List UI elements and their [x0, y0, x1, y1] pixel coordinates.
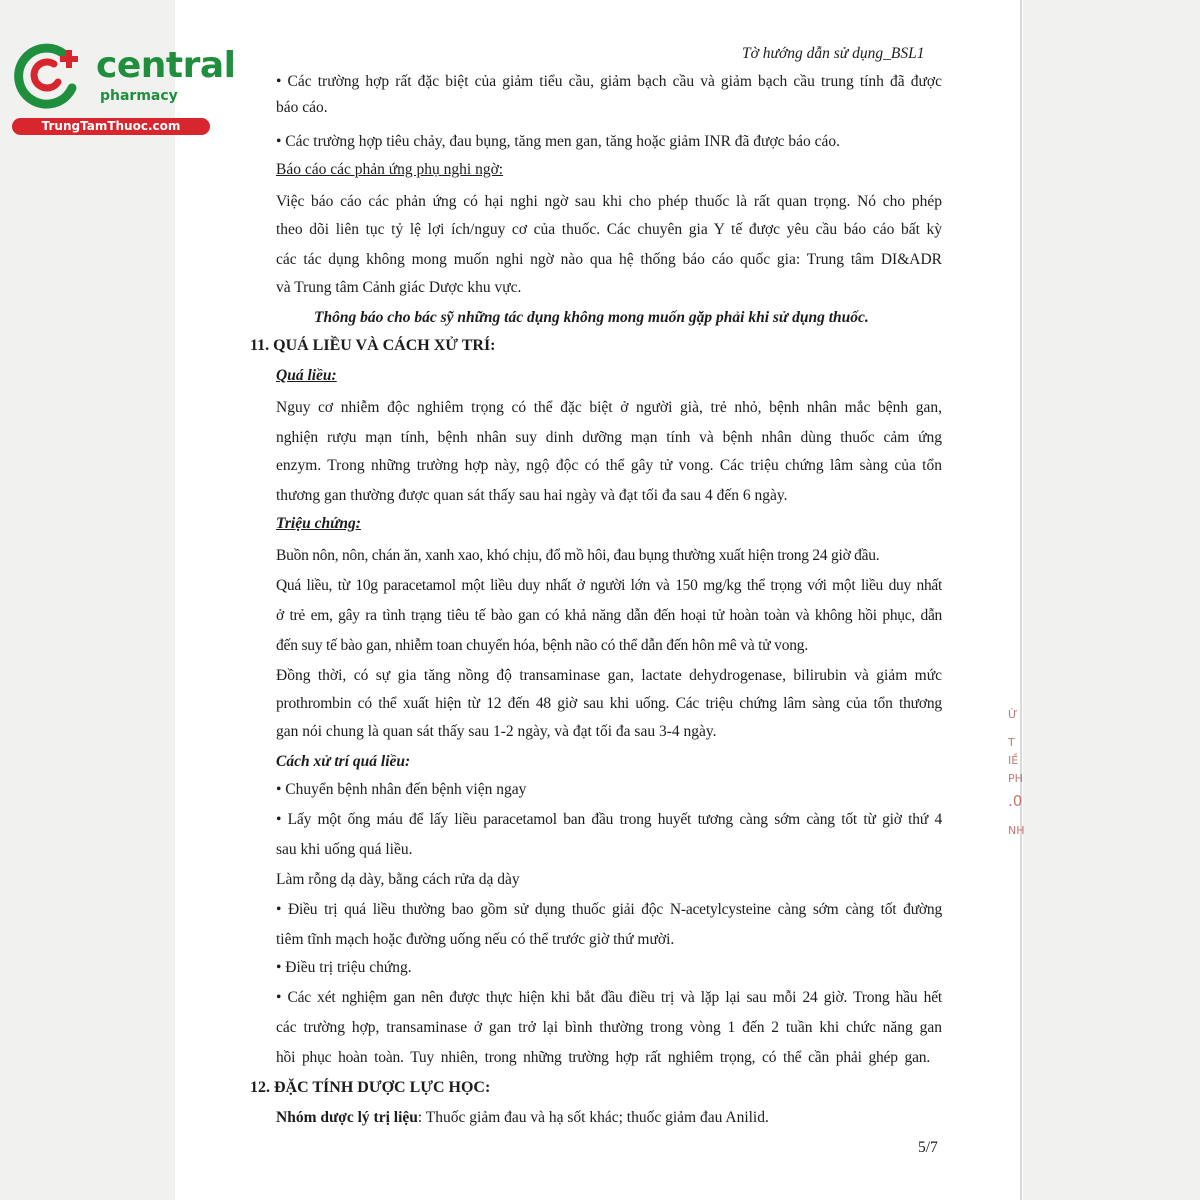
subheading-treatment: Cách xử trí quá liều: [276, 753, 411, 770]
stamp-fragment: .0 [1008, 792, 1023, 810]
logo-subtitle: pharmacy [100, 88, 178, 104]
body-line: • Các trường hợp rất đặc biệt của giảm tiểu cầu, giảm bạch cầu và giảm bạch cầu trung tính đã được [276, 73, 942, 90]
section-heading-overdose: 11. QUÁ LIỀU VÀ CÁCH XỬ TRÍ: [250, 337, 496, 354]
notice-line: Thông báo cho bác sỹ những tác dụng không mong muốn gặp phải khi sử dụng thuốc. [314, 309, 869, 326]
body-line: Việc báo cáo các phản ứng có hại nghi ngờ sau khi cho phép thuốc là rất quan trọng. Nó cho phép [276, 193, 942, 210]
page-number: 5/7 [918, 1139, 938, 1156]
body-line: và Trung tâm Cảnh giác Dược khu vực. [276, 279, 522, 296]
pharmacological-group-label: Nhóm dược lý trị liệu [276, 1109, 418, 1126]
body-line: • Điều trị triệu chứng. [276, 959, 412, 976]
stamp-fragment: T [1008, 736, 1015, 749]
subheading-symptoms: Triệu chứng: [276, 515, 361, 532]
body-line: • Các xét nghiệm gan nên được thực hiện khi bắt đầu điều trị và lặp lại sau mỗi 24 giờ. Trong hầu hết [276, 989, 942, 1006]
body-line: nghiện rượu mạn tính, bệnh nhân suy dinh dưỡng mạn tính và bệnh nhân dùng thuốc cảm ứng [276, 429, 942, 446]
subheading-overdose: Quá liều: [276, 367, 337, 384]
body-line: báo cáo. [276, 99, 328, 116]
stamp-fragment: IỀ [1008, 754, 1019, 767]
body-line: Buồn nôn, nôn, chán ăn, xanh xao, khó chịu, đổ mồ hôi, đau bụng thường xuất hiện trong 24 giờ đầu. [276, 547, 880, 564]
body-line: Đồng thời, có sự gia tăng nồng độ transaminase gan, lactate dehydrogenase, bilirubin và giảm mức [276, 667, 942, 684]
stamp-fragment: PH [1008, 772, 1023, 785]
central-pharmacy-logo [10, 36, 236, 136]
body-line: theo dõi liên tục tỷ lệ lợi ích/nguy cơ của thuốc. Các chuyên gia Y tế được yêu cầu báo cáo bất kỳ [276, 221, 942, 238]
body-line: ở trẻ em, gây ra tình trạng tiêu tế bào gan có khả năng dẫn đến hoại tử hoàn toàn và không hồi phục, dẫn [276, 607, 942, 624]
document-header: Tờ hướng dẫn sử dụng_BSL1 [742, 45, 925, 62]
body-line: tiêm tĩnh mạch hoặc đường uống nếu có thể trước giờ thứ mười. [276, 931, 675, 948]
page-edge [1020, 0, 1022, 1200]
subheading-report: Báo cáo các phản ứng phụ nghi ngờ: [276, 161, 504, 178]
body-line: gan nói chung là quan sát thấy sau 1-2 ngày, và đạt tối đa sau 3-4 ngày. [276, 723, 717, 740]
body-line: thương gan thường được quan sát thấy sau hai ngày và đạt tối đa sau 4 đến 6 ngày. [276, 487, 788, 504]
section-heading-pharmacodynamics: 12. ĐẶC TÍNH DƯỢC LỰC HỌC: [250, 1079, 491, 1096]
logo-wordmark: central [96, 45, 236, 86]
body-line: Quá liều, từ 10g paracetamol một liều duy nhất ở người lớn và 150 mg/kg thể trọng với một liều duy nhất [276, 577, 942, 594]
body-line: enzym. Trong những trường hợp này, ngộ độc có thể gây tử vong. Các triệu chứng lâm sàng của tổn [276, 457, 942, 474]
stamp-fragment: NH [1008, 824, 1025, 837]
pharmacological-group-value: : Thuốc giảm đau và hạ sốt khác; thuốc giảm đau Anilid. [417, 1109, 769, 1126]
body-line: • Lấy một ống máu để lấy liều paracetamol ban đầu trong huyết tương càng sớm càng tốt từ giờ thứ 4 [276, 811, 942, 828]
logo-url-banner: TrungTamThuoc.com [12, 118, 210, 135]
body-line: prothrombin có thể xuất hiện từ 12 đến 48 giờ sau khi uống. Các triệu chứng lâm sàng của tổn thương [276, 695, 942, 712]
pharmacy-cross-icon [10, 36, 90, 116]
body-line: • Điều trị quá liều thường bao gồm sử dụng thuốc giải độc N-acetylcysteine càng sớm càng tốt đường [276, 901, 942, 918]
body-line-group [276, 1108, 769, 1128]
stamp-fragment: Ừ [1008, 708, 1018, 721]
body-line: đến suy tế bào gan, nhiễm toan chuyển hóa, bệnh não có thể dẫn đến hôn mê và tử vong. [276, 637, 809, 654]
body-line: Làm rỗng dạ dày, bằng cách rửa dạ dày [276, 871, 520, 888]
body-line: các tác dụng không mong muốn nghi ngờ nào qua hệ thống báo cáo quốc gia: Trung tâm DI&ADR [276, 251, 942, 268]
body-line: các trường hợp, transaminase ở gan trở lại bình thường trong vòng 1 đến 2 tuần khi chức năng gan [276, 1019, 942, 1036]
body-line: sau khi uống quá liều. [276, 841, 413, 858]
body-line: Nguy cơ nhiễm độc nghiêm trọng có thể đặc biệt ở người già, trẻ nhỏ, bệnh nhân mắc bệnh gan, [276, 399, 942, 416]
body-line: • Các trường hợp tiêu chảy, đau bụng, tăng men gan, tăng hoặc giảm INR đã được báo cáo. [276, 133, 841, 150]
body-line: hồi phục hoàn toàn. Tuy nhiên, trong những trường hợp rất nghiêm trọng, có thể cần phải ghép gan. [276, 1049, 930, 1066]
body-line: • Chuyển bệnh nhân đến bệnh viện ngay [276, 781, 527, 798]
